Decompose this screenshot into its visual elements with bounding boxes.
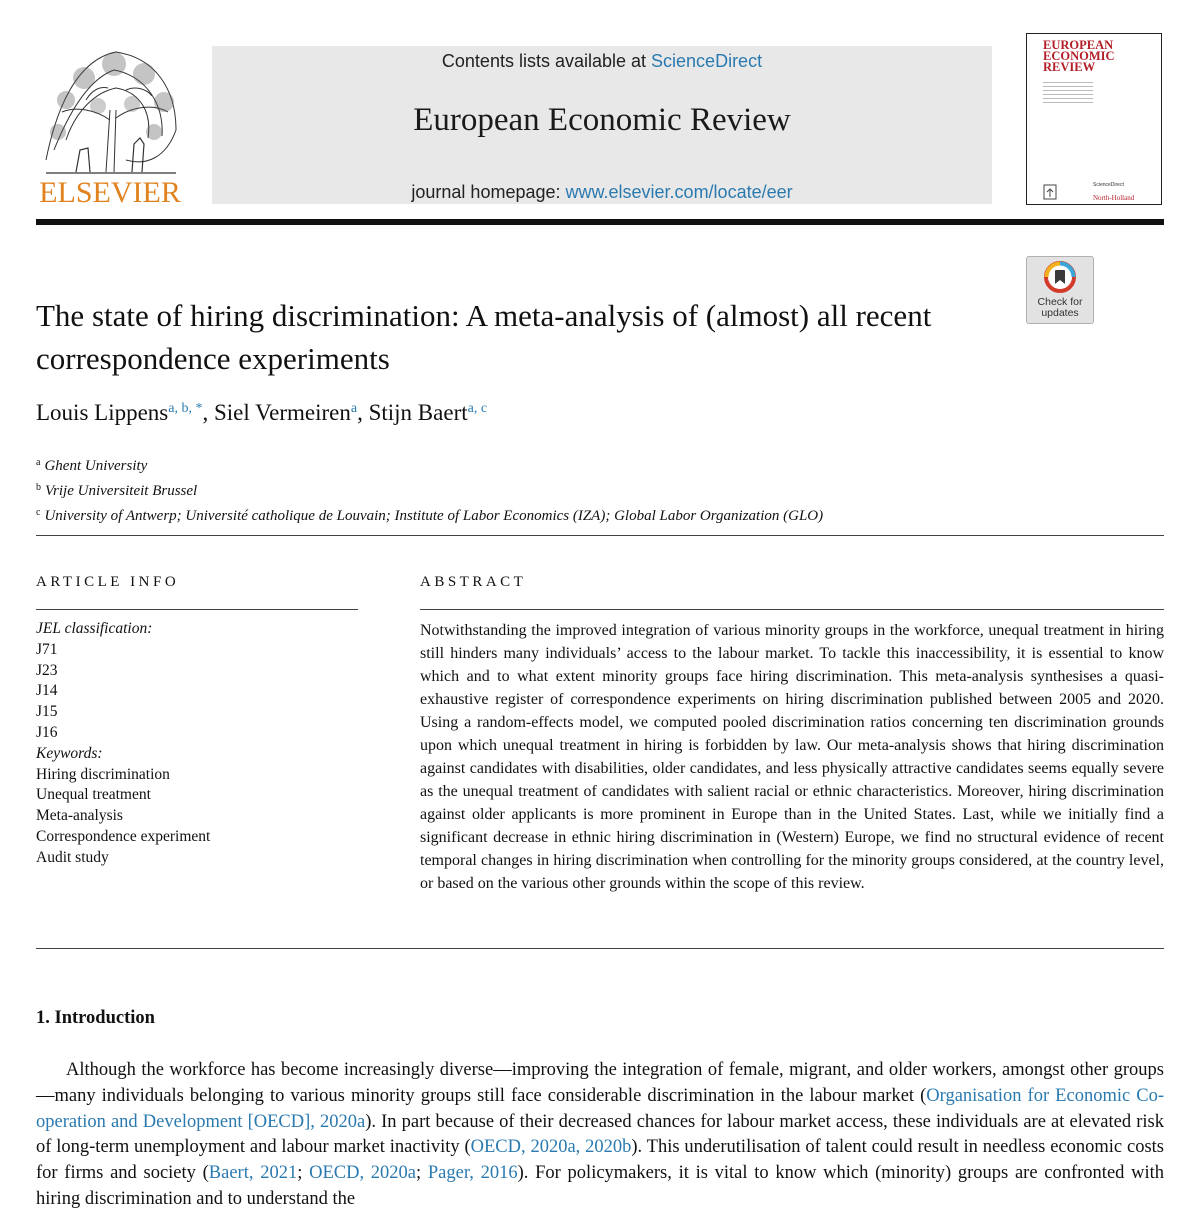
affiliation-mark: b: [36, 482, 41, 493]
affiliation-mark: c: [36, 507, 41, 518]
journal-cover-thumbnail[interactable]: [1026, 33, 1162, 205]
article-info-list: [36, 619, 366, 869]
author-name[interactable]: Louis Lippens: [36, 400, 169, 425]
check-for-updates-button[interactable]: [1026, 256, 1094, 324]
citation-link[interactable]: Baert, 2021: [208, 1163, 298, 1184]
homepage-prefix: journal homepage:: [411, 182, 561, 202]
affiliation-item: [36, 452, 1136, 477]
abstract-rule: [420, 609, 1164, 610]
citation-link[interactable]: OECD, 2020a, 2020b: [470, 1137, 632, 1158]
elsevier-wordmark: ELSEVIER: [39, 176, 181, 209]
author-separator: ,: [202, 400, 214, 425]
abstract-divider: [36, 948, 1164, 949]
contents-line: [212, 51, 992, 72]
cover-publisher: North-Holland: [1093, 194, 1135, 202]
cover-sciencedirect: ScienceDirect: [1093, 182, 1124, 188]
citation-link[interactable]: OECD, 2020a: [309, 1163, 417, 1184]
cover-editor-lines: [1043, 79, 1093, 115]
affiliation-mark: a: [36, 457, 41, 468]
jel-label: JEL classification:: [36, 620, 153, 637]
affiliations-divider: [36, 535, 1164, 536]
cover-title: EUROPEAN ECONOMIC REVIEW: [1043, 38, 1115, 74]
crossmark-icon: [1044, 261, 1076, 295]
author-affiliation-marks[interactable]: a, b, *: [168, 401, 203, 416]
sciencedirect-link[interactable]: ScienceDirect: [651, 51, 763, 71]
citation-link[interactable]: Pager, 2016: [427, 1163, 518, 1184]
journal-name: European Economic Review: [413, 102, 791, 138]
jel-code: J14: [36, 682, 58, 700]
keyword: Correspondence experiment: [36, 827, 211, 845]
jel-code: J23: [36, 661, 58, 679]
author-name[interactable]: Siel Vermeiren: [213, 400, 351, 425]
article-info-heading: ARTICLE INFO: [36, 574, 180, 590]
intro-text-segment: ). For policymakers, it is vital to know which (minority) groups are confronted with hiring discrimination and to understand the: [36, 1163, 1165, 1209]
affiliations: [36, 452, 1136, 527]
affiliation-text: University of Antwerp; Université catholique de Louvain; Institute of Labor Economics (IZA); Global Labor Organization (GLO): [44, 508, 824, 524]
affiliation-item: [36, 477, 1136, 502]
author-affiliation-marks[interactable]: a, c: [467, 401, 488, 416]
citation-link[interactable]: Organisation for Economic Co-operation and Development [OECD], 2020a: [36, 1085, 1164, 1132]
jel-code: J15: [36, 703, 58, 721]
article-info-rule: [36, 609, 358, 610]
journal-masthead: [212, 46, 992, 204]
keyword: Unequal treatment: [36, 786, 151, 804]
affiliation-item: [36, 502, 1136, 527]
section-heading-introduction: 1. Introduction: [36, 1008, 155, 1028]
keyword: Audit study: [36, 848, 109, 866]
introduction-paragraph: [36, 1058, 1164, 1213]
jel-code: J16: [36, 723, 58, 741]
keyword: Meta-analysis: [36, 807, 123, 825]
paper-title: The state of hiring discrimination: A meta-analysis of (almost) all recent correspondence experiments: [36, 298, 932, 376]
intro-text-segment: ). This underutilisation of talent could result in needless economic costs for firms and society (: [36, 1137, 1164, 1184]
header-rule: [36, 219, 1164, 225]
citation-line-clipped: [400, 0, 800, 6]
intro-text-segment: ). In part because of their decreased chances for labour market access, these individuals are at elevated risk of long-term unemployment and labour market inactivity (: [36, 1111, 1164, 1158]
check-for-updates-label: Check for updates: [1037, 296, 1083, 319]
abstract-heading: ABSTRACT: [420, 574, 527, 590]
affiliation-text: Vrije Universiteit Brussel: [45, 483, 198, 499]
author-list: [36, 400, 1036, 426]
keyword: Hiring discrimination: [36, 765, 170, 783]
intro-text-segment: ;: [416, 1163, 428, 1184]
intro-text-segment: Although the workforce has become increasingly diverse—improving the integration of female, migrant, and older workers, amongst other groups—many individuals belonging to various minority groups still face considerable discrimination in the labour market (: [36, 1060, 1164, 1106]
affiliation-text: Ghent University: [44, 458, 148, 474]
journal-homepage-link[interactable]: www.elsevier.com/locate/eer: [565, 182, 793, 202]
author-separator: ,: [357, 400, 369, 425]
author-name[interactable]: Stijn Baert: [368, 400, 468, 425]
keywords-label: Keywords:: [36, 744, 103, 762]
intro-text-segment: ;: [297, 1163, 310, 1184]
jel-code: J71: [36, 640, 58, 658]
contents-prefix: Contents lists available at: [441, 51, 647, 71]
author-affiliation-marks[interactable]: a: [350, 401, 358, 416]
abstract-text: Notwithstanding the improved integration of various minority groups in the workforce, unequal treatment in hiring still hinders many individuals’ access to the labour market. To tackle this inaccessibility, it is essential to know which and to what extent minority groups face hiring discrimination. This meta-analysis synthesises a quasi-exhaustive register of correspondence experiments on hiring discrimination published between 2005 and 2020. Using a random-effects model, we computed pooled discrimination ratios concerning ten discrimination grounds upon which unequal treatment in hiring is forbidden by law. Our meta-analysis shows that hiring discrimination against candidates with disabilities, older candidates, and less physically attractive candidates seems equally severe as the unequal treatment of candidates with salient racial or ethnic characteristics. Moreover, hiring discrimination against older applicants is more prominent in Europe than in the United States. Last, while we initially find a significant decrease in ethnic hiring discrimination in (Western) Europe, we find no structural evidence of recent temporal changes in hiring discrimination when controlling for the minority groups considered, at the country level, or based on the various other grounds within the scope of this review.: [420, 622, 1164, 892]
cover-elsevier-icon: [1043, 184, 1057, 200]
homepage-line: [212, 182, 992, 203]
